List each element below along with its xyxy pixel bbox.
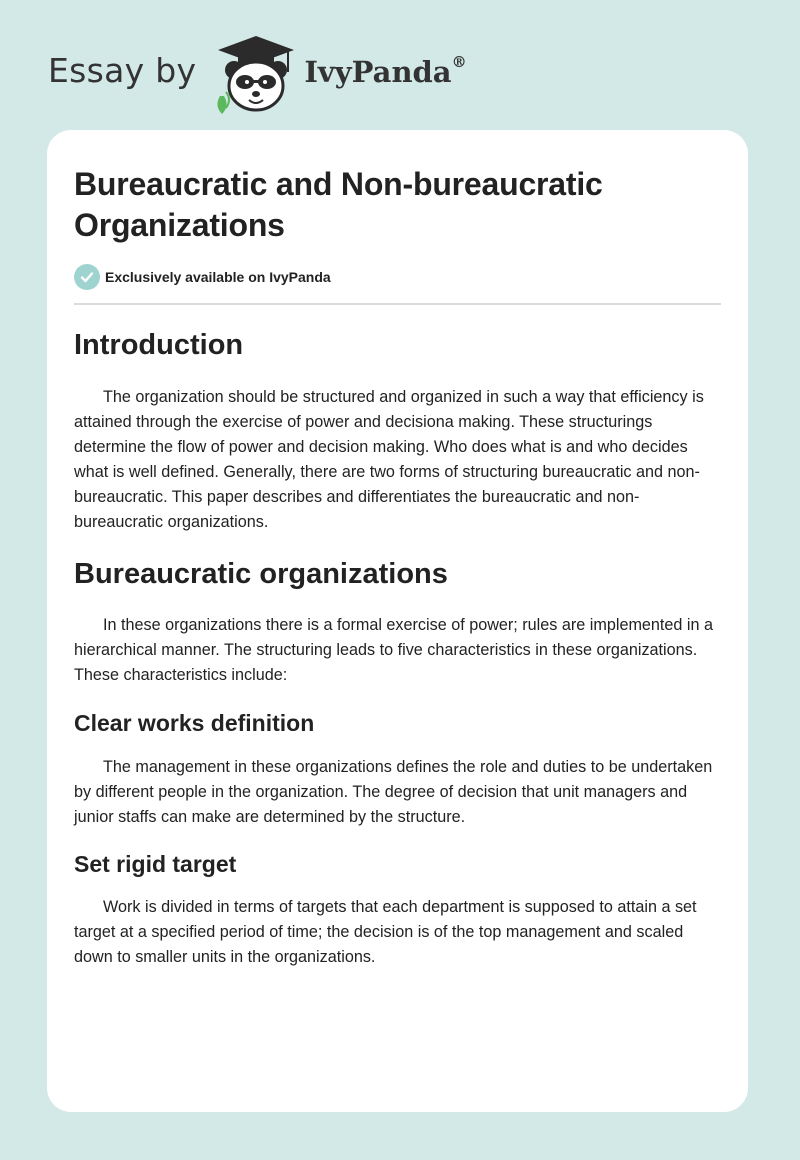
section-heading-introduction: Introduction	[74, 329, 244, 361]
subheading-set-rigid-target: Set rigid target	[74, 851, 237, 877]
brand-text: IvyPanda	[304, 55, 452, 89]
panda-logo-icon[interactable]	[212, 34, 300, 114]
page-title: Bureaucratic and Non-bureaucratic Organizations	[74, 166, 603, 243]
section-heading-bureaucratic: Bureaucratic organizations	[74, 558, 448, 590]
check-circle-icon	[74, 264, 100, 290]
paragraph-set-rigid-target: Work is divided in terms of targets that each department is supposed to attain a set target at a specified period of time; the decision is of the top management and scaled down to smaller units in the organizations.	[74, 898, 697, 966]
paragraph-introduction: The organization should be structured and organized in such a way that efficiency is attained through the exercise of power and decisiona making. These structurings determine the flow of power and decision making. Who does what is and who decides what is well defined. Generally, there are two forms of structuring bureaucratic and non-bureaucratic. This paper describes and differentiates the bureaucratic and non-bureaucratic organizations.	[74, 388, 704, 531]
document-card	[47, 130, 748, 1112]
subheading-clear-works: Clear works definition	[74, 710, 315, 736]
registered-mark: ®	[451, 53, 467, 71]
essay-by-label: Essay by	[48, 50, 197, 90]
paragraph-clear-works: The management in these organizations defines the role and duties to be undertaken by different people in the organization. The degree of decision that unit managers and junior staffs can make are determined by the structure.	[74, 758, 713, 826]
brand-name[interactable]	[304, 55, 466, 89]
site-header	[48, 34, 467, 114]
exclusive-badge	[74, 264, 721, 305]
paragraph-bureaucratic: In these organizations there is a formal exercise of power; rules are implemented in a hierarchical manner. The structuring leads to five characteristics in these organizations. These characteristics include:	[74, 616, 714, 684]
exclusive-label: Exclusively available on IvyPanda	[105, 269, 331, 285]
